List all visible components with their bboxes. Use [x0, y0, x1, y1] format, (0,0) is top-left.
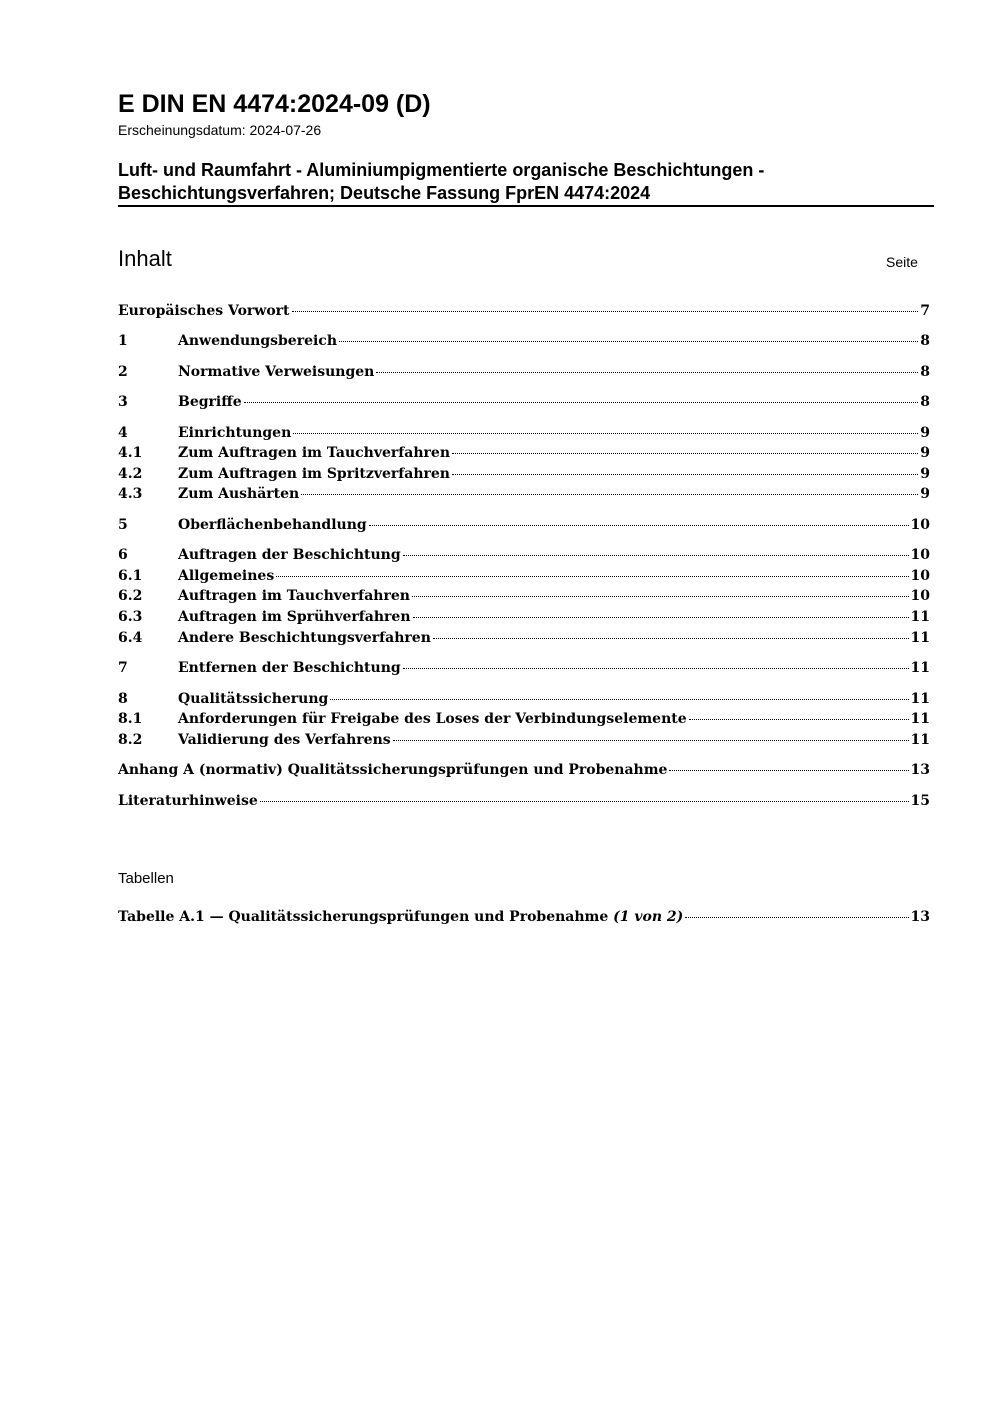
toc-dot-leader: [393, 740, 909, 741]
toc-entry-page: 11: [910, 691, 930, 707]
toc-entry-number: 7: [118, 660, 128, 676]
toc-entry-label: Zum Auftragen im Spritzverfahren: [178, 466, 450, 482]
toc-entry-page: 15: [910, 793, 930, 809]
toc-entry-page: 10: [910, 547, 930, 563]
toc-entry-number: 6.3: [118, 609, 143, 625]
toc-entry-label: Zum Auftragen im Tauchverfahren: [178, 445, 451, 461]
toc-dot-leader: [376, 372, 918, 373]
toc-entry-label: Auftragen der Beschichtung: [178, 547, 401, 563]
toc-entry-6[interactable]: [118, 547, 930, 567]
toc-entry-page: 10: [910, 588, 930, 604]
toc-entry-label: Begriffe: [178, 394, 242, 410]
toc-entry-page: 8: [920, 364, 930, 380]
table-entry-a1[interactable]: [118, 909, 930, 929]
toc-heading: Inhalt: [118, 246, 172, 271]
toc-dot-leader: [339, 341, 918, 342]
toc-entry-4-2[interactable]: [118, 466, 930, 486]
toc-entry-page: 7: [920, 303, 930, 319]
toc-entry-label: Literaturhinweise: [118, 793, 258, 809]
toc-entry-number: 8: [118, 691, 128, 707]
toc-entry-page: 8: [920, 333, 930, 349]
toc-entry-number: 8.1: [118, 711, 143, 727]
toc-entry-4-1[interactable]: [118, 445, 930, 465]
toc-entry-label: Auftragen im Tauchverfahren: [178, 588, 410, 604]
toc-entry-8-2[interactable]: [118, 732, 930, 752]
toc-entry-label: Qualitätssicherung: [178, 691, 329, 707]
toc-entry-annex-a[interactable]: [118, 762, 930, 782]
toc-entry-page: 13: [910, 762, 930, 778]
title-line-1: Luft- und Raumfahrt - Aluminiumpigmentierte organische Beschichtungen -: [118, 160, 765, 180]
toc-entry-label: Zum Aushärten: [178, 486, 300, 502]
toc-entry-label: Oberflächenbehandlung: [178, 517, 367, 533]
toc-entry-6-1[interactable]: [118, 568, 930, 588]
toc-entry-number: 8.2: [118, 732, 143, 748]
toc-entry-number: 4.3: [118, 486, 143, 502]
toc-entry-page: 9: [920, 445, 930, 461]
toc-entry-6-2[interactable]: [118, 588, 930, 608]
toc-entry-page: 11: [910, 609, 930, 625]
toc-entry-label: Einrichtungen: [178, 425, 292, 441]
toc-entry-number: 4: [118, 425, 128, 441]
toc-dot-leader: [369, 525, 909, 526]
table-entry-part: (1 von 2): [613, 909, 684, 925]
toc-entry-page: 11: [910, 732, 930, 748]
toc-entry-page: 8: [920, 394, 930, 410]
toc-dot-leader: [689, 719, 909, 720]
document-id: E DIN EN 4474:2024-09 (D): [118, 90, 431, 118]
toc-dot-leader: [244, 402, 919, 403]
toc-entry-4[interactable]: [118, 425, 930, 445]
toc-entry-number: 6: [118, 547, 128, 563]
toc-entry-label: Validierung des Verfahrens: [178, 732, 391, 748]
toc-entry-page: 9: [920, 425, 930, 441]
toc-entry-label: Anwendungsbereich: [178, 333, 337, 349]
toc-entry-page: 10: [910, 517, 930, 533]
publication-date: Erscheinungsdatum: 2024-07-26: [118, 122, 322, 138]
toc-entry-label: Anhang A (normativ) Qualitätssicherungsprüfungen und Probenahme: [118, 762, 668, 778]
table-entry-label: [118, 909, 683, 925]
toc-dot-leader: [685, 917, 908, 918]
toc-entry-page: 9: [920, 486, 930, 502]
toc-entry-3[interactable]: [118, 394, 930, 414]
toc-entry-number: 4.2: [118, 466, 143, 482]
toc-entry-page: 10: [910, 568, 930, 584]
table-entry-page: 13: [910, 909, 930, 925]
toc-dot-leader: [669, 770, 908, 771]
toc-dot-leader: [276, 576, 908, 577]
toc-entry-label: Andere Beschichtungsverfahren: [178, 630, 431, 646]
toc-dot-leader: [412, 596, 909, 597]
toc-dot-leader: [292, 311, 919, 312]
toc-entry-label: Europäisches Vorwort: [118, 303, 290, 319]
table-entry-title: Tabelle A.1 — Qualitätssicherungsprüfungen und Probenahme: [118, 909, 614, 925]
toc-entry-page: 9: [920, 466, 930, 482]
toc-dot-leader: [260, 801, 909, 802]
tables-heading: Tabellen: [118, 870, 174, 887]
toc-entry-number: 6.2: [118, 588, 143, 604]
toc-entry-number: 1: [118, 333, 128, 349]
toc-entry-number: 5: [118, 517, 128, 533]
document-title: [118, 159, 933, 205]
toc-dot-leader: [452, 453, 918, 454]
toc-entry-2[interactable]: [118, 364, 930, 384]
toc-entry-foreword[interactable]: [118, 303, 930, 323]
toc-dot-leader: [452, 474, 918, 475]
toc-dot-leader: [301, 494, 918, 495]
toc-page-column-label: Seite: [886, 254, 918, 270]
toc-entry-1[interactable]: [118, 333, 930, 353]
toc-entry-4-3[interactable]: [118, 486, 930, 506]
toc-entry-number: 2: [118, 364, 128, 380]
toc-entry-bibliography[interactable]: [118, 793, 930, 813]
toc-entry-page: 11: [910, 711, 930, 727]
toc-entry-label: Allgemeines: [178, 568, 275, 584]
toc-entry-6-3[interactable]: [118, 609, 930, 629]
toc-dot-leader: [403, 555, 909, 556]
toc-entry-number: 6.1: [118, 568, 143, 584]
toc-dot-leader: [293, 433, 918, 434]
toc-entry-number: 6.4: [118, 630, 143, 646]
toc-dot-leader: [403, 668, 909, 669]
toc-entry-8[interactable]: [118, 691, 930, 711]
toc-entry-label: Auftragen im Sprühverfahren: [178, 609, 411, 625]
toc-entry-7[interactable]: [118, 660, 930, 680]
toc-entry-label: Entfernen der Beschichtung: [178, 660, 401, 676]
title-divider: [118, 205, 934, 207]
toc-entry-6-4[interactable]: [118, 630, 930, 650]
title-line-2: Beschichtungsverfahren; Deutsche Fassung FprEN 4474:2024: [118, 183, 651, 203]
toc-dot-leader: [330, 699, 908, 700]
toc-entry-number: 3: [118, 394, 128, 410]
toc-entry-page: 11: [910, 660, 930, 676]
toc-entry-5[interactable]: [118, 517, 930, 537]
toc-entry-page: 11: [910, 630, 930, 646]
toc-entry-label: Normative Verweisungen: [178, 364, 375, 380]
toc-entry-label: Anforderungen für Freigabe des Loses der Verbindungselemente: [178, 711, 687, 727]
toc-dot-leader: [433, 638, 909, 639]
toc-dot-leader: [413, 617, 909, 618]
toc-entry-8-1[interactable]: [118, 711, 930, 731]
toc-entry-number: 4.1: [118, 445, 143, 461]
